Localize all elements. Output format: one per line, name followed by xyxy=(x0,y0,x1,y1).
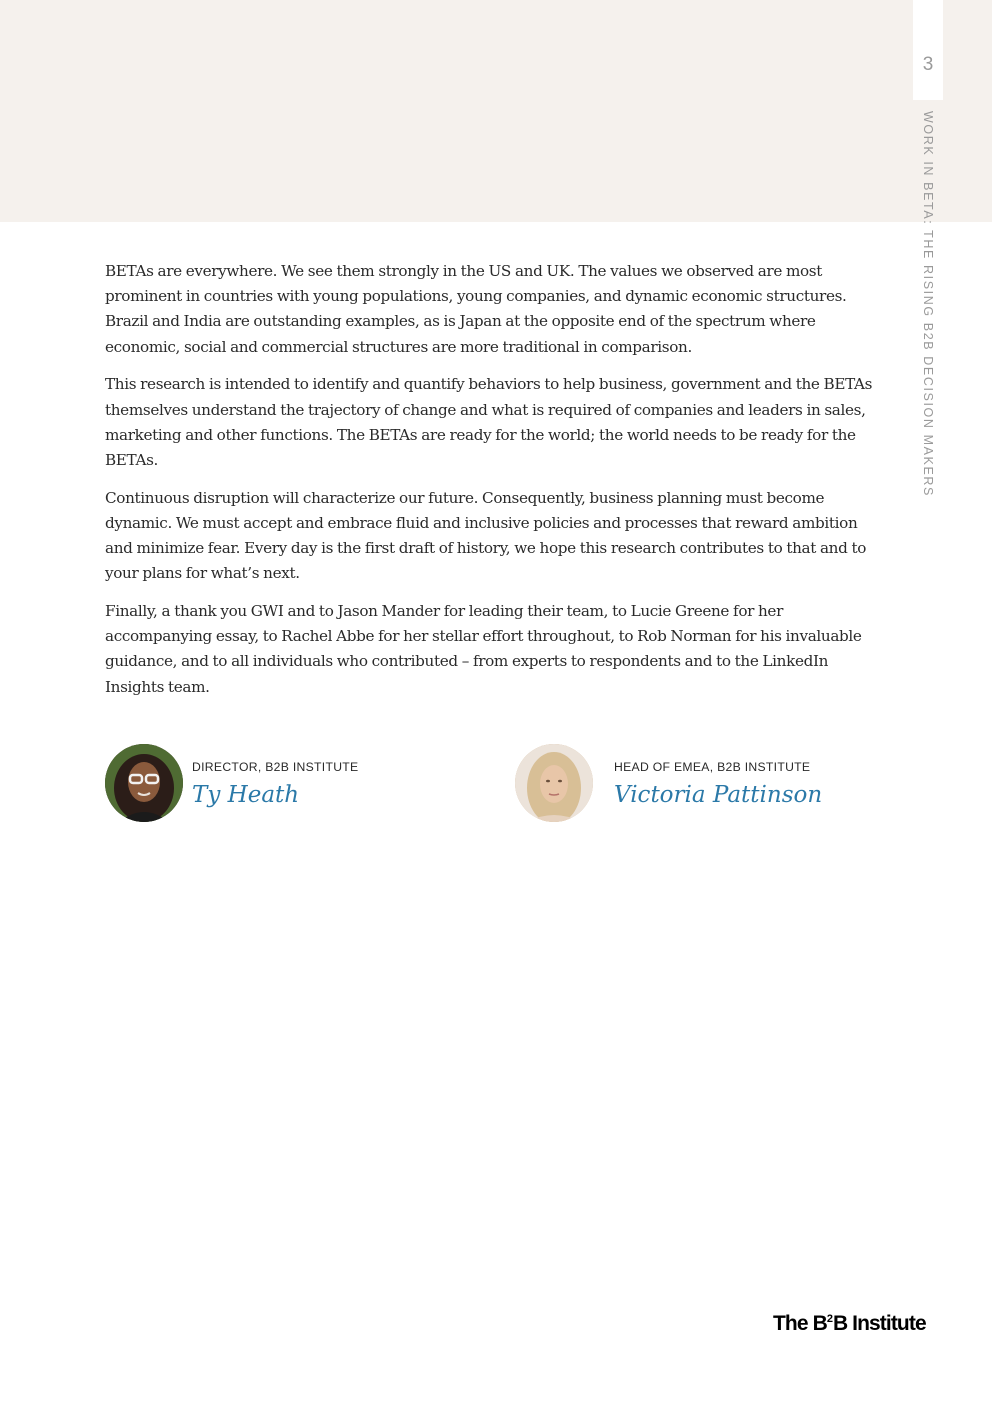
paragraph: Finally, a thank you GWI and to Jason Mander for leading their team, to Lucie Greene for her accompanying essay, to Rachel Abbe for her stellar effort throughout, to Rob Norman for his invaluable guidance, and to all individuals who contributed – from experts to respondents and to the LinkedIn Insights team. xyxy=(105,601,862,696)
page-number: 3 xyxy=(922,54,934,75)
signatory-role: DIRECTOR, B2B INSTITUTE xyxy=(192,760,359,774)
paragraph: This research is intended to identify and quantify behaviors to help business, government and the BETAs themselves understand the trajectory of change and what is required of companies and leaders in sales, marketing and other functions. The BETAs are ready for the world; the world needs to be ready for the BETAs. xyxy=(105,375,873,469)
body-text xyxy=(105,259,880,712)
running-title: WORK IN BETA: THE RISING B2B DECISION MAKERS xyxy=(921,111,935,497)
page-number-tab xyxy=(913,0,943,100)
avatar xyxy=(515,744,593,822)
b2b-institute-logo: The $B^2B$ Institute xyxy=(773,1312,926,1335)
paragraph: Continuous disruption will characterize our future. Consequently, business planning must become dynamic. We must accept and embrace fluid and inclusive policies and processes that reward ambition and minimize fear. Every day is the first draft of history, we hope this research contributes to that and to your plans for what’s next. xyxy=(105,488,867,583)
signatory-role: HEAD OF EMEA, B2B INSTITUTE xyxy=(614,760,811,774)
paragraph: BETAs are everywhere. We see them strongly in the US and UK. The values we observed are most prominent in countries with young populations, young companies, and dynamic economic structures. Brazil and India are outstanding examples, as is Japan at the opposite end of the spectrum where economic, social and commercial structures are more traditional in comparison. xyxy=(105,262,847,356)
avatar xyxy=(105,744,183,822)
signatory-name: Victoria Pattinson xyxy=(614,782,823,808)
header-band xyxy=(0,0,992,222)
signatory-name: Ty Heath xyxy=(192,782,300,808)
